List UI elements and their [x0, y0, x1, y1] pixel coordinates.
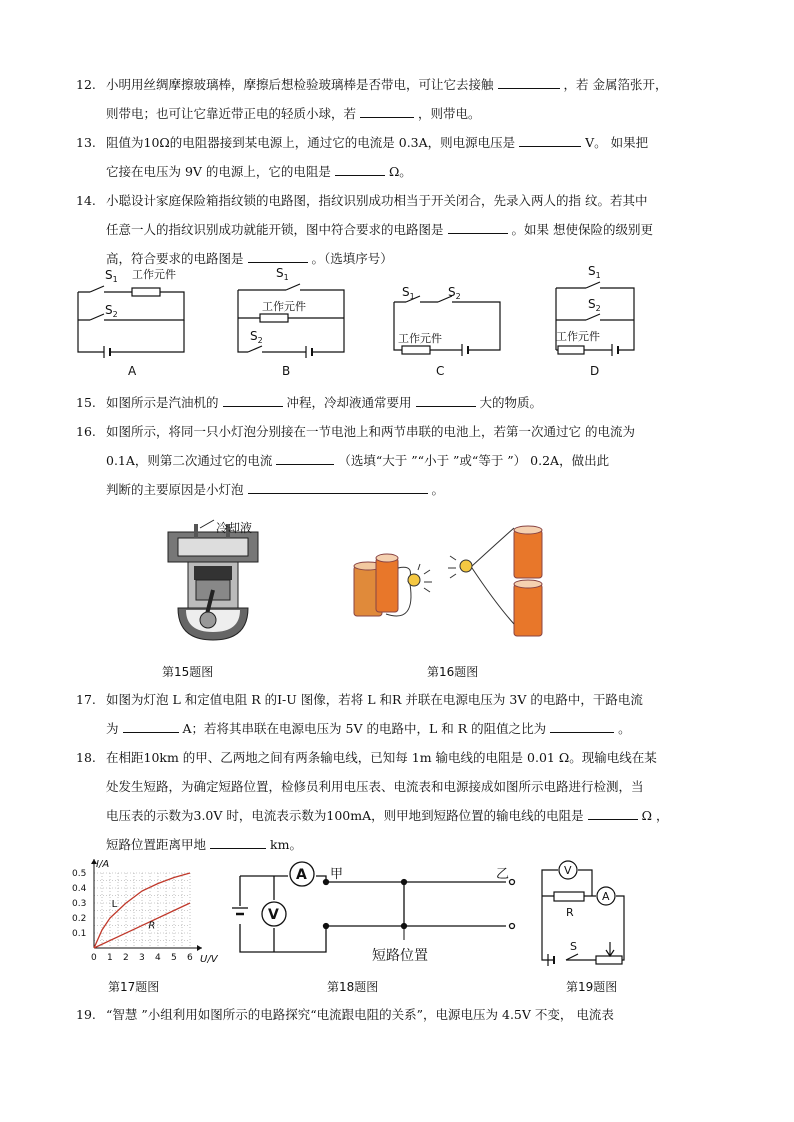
- svg-text:工作元件: 工作元件: [398, 332, 442, 345]
- figure-caption: 第15题图: [162, 665, 214, 679]
- circuit-C: [394, 285, 500, 378]
- y-tick-label: 0.3: [72, 899, 87, 909]
- question-16: 16. 如图所示，将同一只小灯泡分别接在一节电池上和两节串联的电池上，若第一次通过它 的电流为 0.1A，则第二次通过它的电流 （选填“大于 ”“小于 ”或“等于 ”） 0.2A，做出此 判断的主要原因是小灯泡 。: [76, 417, 716, 504]
- figure-caption: 第19题图: [566, 980, 618, 994]
- question-number: 13.: [76, 135, 96, 150]
- question-12: 12. 小明用丝绸摩擦玻璃棒，摩擦后想检验玻璃棒是否带电，可让它去接触 ，若 金属箔张开， 则带电；也可让它靠近带正电的轻质小球，若 ，则带电。: [76, 70, 716, 128]
- svg-text:D: D: [590, 364, 600, 378]
- answer-blank[interactable]: [588, 805, 638, 820]
- answer-blank[interactable]: [498, 74, 560, 89]
- x-tick-label: 0: [91, 953, 97, 963]
- answer-blank[interactable]: [123, 718, 179, 733]
- question-number: 14.: [76, 193, 96, 208]
- figure-caption: 第16题图: [427, 665, 479, 679]
- answer-blank[interactable]: [550, 718, 614, 733]
- y-tick-label: 0.5: [72, 869, 87, 879]
- x-tick-label: 3: [139, 953, 145, 963]
- element-label: 工作元件: [132, 268, 176, 281]
- figure-caption: 第18题图: [327, 980, 379, 994]
- question-18: 18. 在相距10km 的甲、乙两地之间有两条输电线，已知每 1m 输电线的电阻是 0.01 Ω。现输电线在某 处发生短路，为确定短路位置，检修员利用电压表、电流表和电源接成如图所示电路进行检测，当 电压表的示数为3.0V 时，电流表示数为100mA，则甲地到短路位置的输电线的电阻是 Ω ， 短路位置距离甲地 km。: [76, 743, 716, 859]
- svg-text:甲: 甲: [330, 867, 344, 882]
- svg-text:S2: $S_2$: [250, 329, 263, 345]
- answer-blank[interactable]: [519, 132, 581, 147]
- x-axis-label: U/V: [200, 954, 218, 965]
- svg-text:C: C: [436, 364, 445, 378]
- svg-text:S2: $S_2$: [448, 285, 461, 301]
- answer-blank[interactable]: [276, 450, 334, 465]
- series-label-R: R: [148, 920, 156, 932]
- question-15: 15. 如图所示是汽油机的 冲程，冷却液通常要用 大的物质。: [76, 388, 716, 417]
- question-number: 19.: [76, 1007, 96, 1022]
- answer-blank[interactable]: [416, 392, 476, 407]
- iu-chart: [70, 850, 220, 974]
- svg-text:短路位置: 短路位置: [372, 948, 428, 964]
- answer-blank[interactable]: [335, 161, 385, 176]
- figure-caption: 第17题图: [108, 980, 160, 994]
- x-tick-label: 4: [155, 953, 161, 963]
- svg-text:R: R: [566, 906, 574, 919]
- svg-text:S1: $S_1$: [276, 266, 289, 282]
- y-axis-label: I/A: [96, 859, 110, 870]
- circuit-label: A: [128, 364, 137, 378]
- svg-text:S2: $S_2$: [105, 303, 118, 319]
- engine-figure: [158, 518, 270, 642]
- question-number: 18.: [76, 750, 96, 765]
- answer-blank[interactable]: [248, 248, 308, 263]
- coolant-label: 冷却液: [216, 521, 253, 535]
- short-circuit-figure: [226, 856, 522, 970]
- answer-blank[interactable]: [248, 479, 428, 494]
- question-19: 19. “智慧 ”小组利用如图所示的电路探究“电流跟电阻的关系”，电源电压为 4.5V 不变， 电流表: [76, 1000, 716, 1029]
- y-tick-label: 0.2: [72, 914, 87, 924]
- x-axis-arrow: [197, 945, 202, 951]
- circuit-B: [238, 266, 344, 378]
- answer-blank[interactable]: [448, 219, 508, 234]
- question-14: 14. 小聪设计家庭保险箱指纹锁的电路图，指纹识别成功相当于开关闭合，先录入两人的指 纹。若其中 任意一人的指纹识别成功就能开锁，图中符合要求的电路图是 。如果 想使保险的级别更 高，符合要求的电路图是 。（选填序号）: [76, 186, 716, 273]
- x-tick-label: 1: [107, 953, 113, 963]
- question-17: 17. 如图为灯泡 L 和定值电阻 R 的I-U 图像，若将 L 和R 并联在电源电压为 3V 的电路中，干路电流 为 A；若将其串联在电源电压为 5V 的电路中，L 和 R 的阻值之比为 。: [76, 685, 716, 743]
- svg-text:S1: $S_1$: [402, 285, 415, 301]
- question-number: 17.: [76, 692, 96, 707]
- x-tick-label: 6: [187, 953, 193, 963]
- circuit-diagrams: [60, 262, 700, 382]
- x-tick-label: 5: [171, 953, 177, 963]
- svg-text:乙: 乙: [496, 867, 510, 882]
- svg-text:B: B: [282, 364, 291, 378]
- question-number: 16.: [76, 424, 96, 439]
- question-number: 15.: [76, 395, 96, 410]
- answer-blank[interactable]: [360, 103, 414, 118]
- y-tick-label: 0.4: [72, 884, 87, 894]
- svg-text:工作元件: 工作元件: [556, 330, 600, 343]
- voltmeter-icon: V: [268, 907, 279, 923]
- question-number: 12.: [76, 77, 96, 92]
- question-13: 13. 阻值为10Ω的电阻器接到某电源上，通过它的电流是 0.3A，则电源电压是 V。 如果把 它接在电压为 9V 的电源上，它的电阻是 Ω。: [76, 128, 716, 186]
- circuit-A: [78, 267, 184, 378]
- answer-blank[interactable]: [223, 392, 283, 407]
- svg-text:工作元件: 工作元件: [262, 300, 306, 313]
- switch-label: $S_1$: [105, 268, 118, 284]
- battery-bulb-figure: [346, 524, 556, 640]
- svg-text:S1: $S_1$: [588, 264, 601, 280]
- answer-blank[interactable]: [210, 834, 266, 849]
- voltmeter-icon: V: [564, 864, 572, 877]
- x-tick-label: 2: [123, 953, 129, 963]
- ammeter-icon: A: [296, 867, 307, 883]
- svg-text:S2: $S_2$: [588, 297, 601, 313]
- y-tick-label: 0.1: [72, 929, 87, 939]
- svg-text:S: S: [570, 940, 577, 953]
- ammeter-icon: A: [602, 890, 610, 903]
- series-label-L: L: [111, 899, 118, 910]
- circuit-D: [556, 264, 634, 378]
- ohm-circuit-figure: [526, 856, 640, 970]
